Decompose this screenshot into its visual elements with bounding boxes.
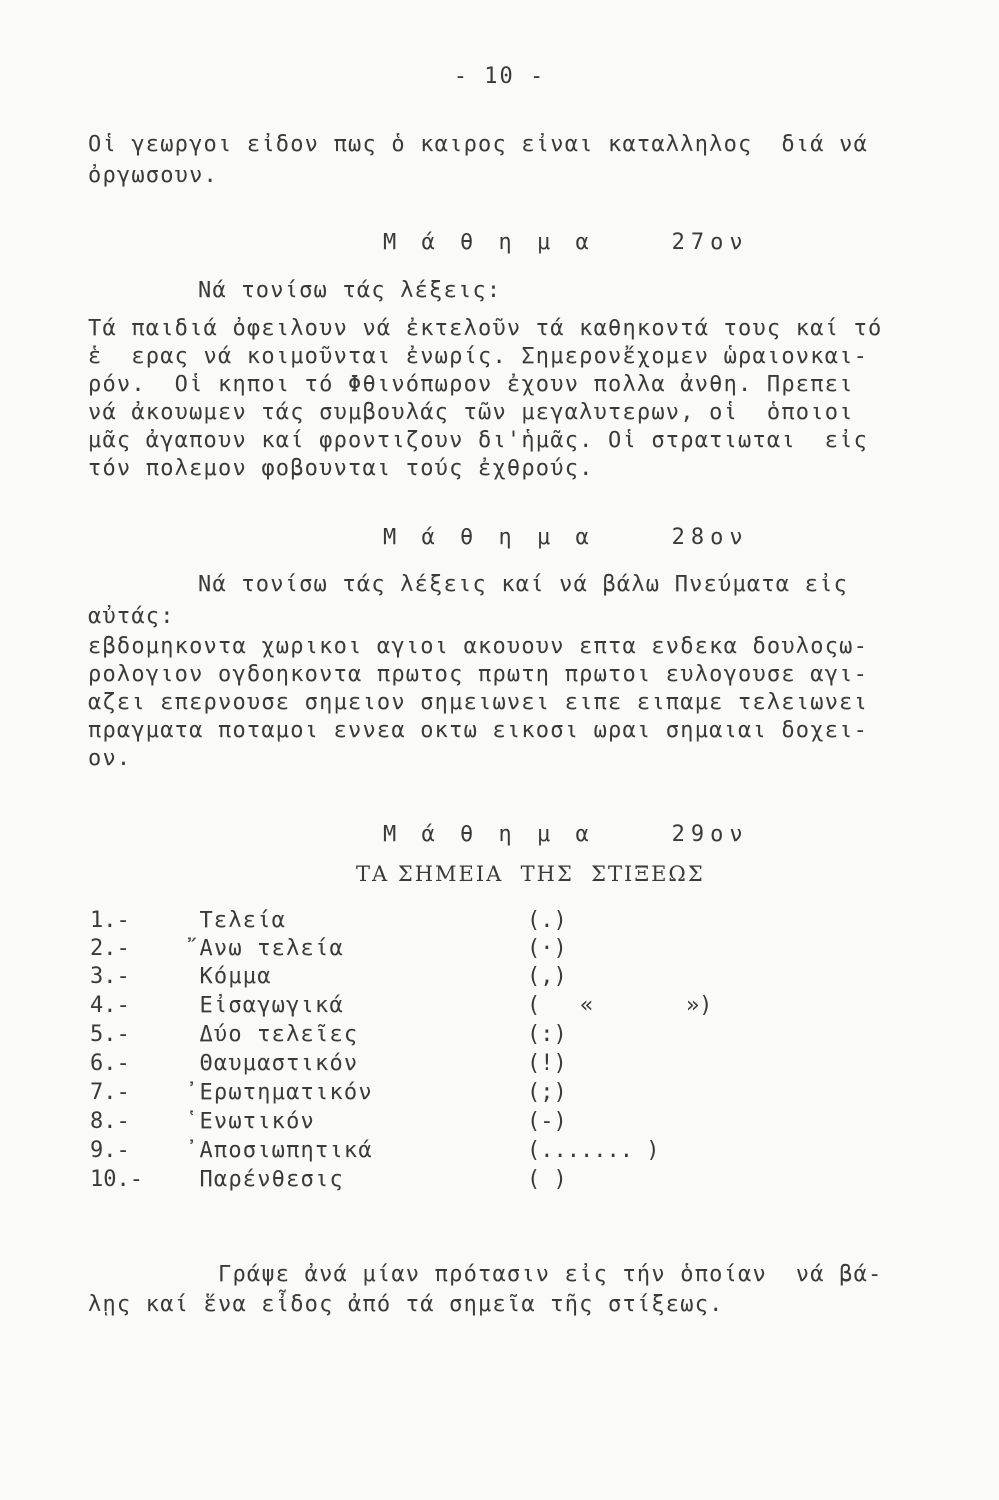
row-number: 9.- (90, 1138, 130, 1163)
row-name: ᾽Αποσιωπητικά (185, 1138, 373, 1163)
lesson-27-line-3: ρόν. Οἱ κηποι τό Φθινόπωρον ἐχουν πολλα ἀνθη. Πρεπει (88, 372, 854, 397)
row-mark: (.) (527, 908, 567, 933)
lesson-28-line-5: ον. (88, 746, 132, 771)
row-name: Παρένθεσις (185, 1167, 344, 1192)
lesson-28-line-1: εβδομηκοντα χωρικοι αγιοι ακουουν επτα ενδεκα δουλοςω- (88, 634, 869, 659)
row-name: ῾Ενωτικόν (185, 1109, 316, 1134)
row-number: 6.- (90, 1051, 130, 1076)
punctuation-title: ΤΑ ΣΗΜΕΙΑ ΤΗΣ ΣΤΙΞΕΩΣ (356, 862, 705, 886)
row-name: Θαυμαστικόν (185, 1051, 359, 1076)
lesson-27-line-1: Τά παιδιά ὀφειλουν νά ἐκτελοῦν τά καθηκοντά τους καί τό (88, 316, 883, 341)
lesson-27-line-4: νά ἀκουωμεν τάς συμβουλάς τῶν μεγαλυτερων, οἱ ὁποιοι (88, 400, 854, 425)
punctuation-row (90, 936, 790, 963)
lesson-27-instruction: Νά τονίσω τάς λέξεις: (198, 278, 502, 303)
lesson-27-line-2: ἑ ερας νά κοιμοῦνται ἐνωρίς. Σημερονἔχομεν ὡραιονκαι- (88, 344, 869, 369)
row-name: Κόμμα (185, 964, 272, 989)
punctuation-row (90, 1022, 790, 1049)
row-number: 10.- (90, 1167, 143, 1192)
lesson-28-instruction-cont: αὐτάς: (88, 604, 175, 629)
intro-line-2: ὀργωσουν. (88, 163, 219, 188)
row-mark: (....... ) (527, 1138, 660, 1163)
row-name: Δύο τελεῖες (185, 1022, 359, 1047)
row-number: 7.- (90, 1080, 130, 1105)
row-name: ᾽Ερωτηματικόν (185, 1080, 373, 1105)
punctuation-row (90, 993, 790, 1020)
row-mark: (:) (527, 1022, 567, 1047)
row-number: 1.- (90, 908, 130, 933)
punctuation-row (90, 964, 790, 991)
row-mark: (,) (527, 964, 567, 989)
lesson-28-line-2: ρολογιον ογδοηκοντα πρωτος πρωτη πρωτοι ευλογουσε αγι- (88, 662, 869, 687)
row-number: 5.- (90, 1022, 130, 1047)
punctuation-row (90, 1138, 790, 1165)
row-name: Εἰσαγωγικά (185, 993, 344, 1018)
lesson-27-line-6: τόν πολεμον φοβουνται τούς ἐχθρούς. (88, 456, 594, 481)
row-name: ῎Ανω τελεία (185, 936, 344, 961)
row-mark: (!) (527, 1051, 567, 1076)
closing-line-2: λῃς καί ἕνα εἶδος ἀπό τά σημεῖα τῆς στίξεως. (88, 1292, 724, 1317)
row-number: 8.- (90, 1109, 130, 1134)
lesson-27-heading: Μ ά θ η μ α 27ον (383, 230, 749, 255)
row-number: 4.- (90, 993, 130, 1018)
punctuation-row (90, 1109, 790, 1136)
lesson-28-line-3: αζει επερνουσε σημειον σημειωνει ειπε ειπαμε τελειωνει (88, 690, 869, 715)
row-mark: (-) (527, 1109, 567, 1134)
closing-line-1: Γράψε ἀνά μίαν πρότασιν εἰς τήν ὁποίαν νά βά- (218, 1262, 883, 1287)
row-mark: (;) (527, 1080, 567, 1105)
page-number: - 10 - (453, 64, 546, 89)
lesson-29-heading: Μ ά θ η μ α 29ον (383, 822, 749, 847)
lesson-28-heading: Μ ά θ η μ α 28ον (383, 525, 749, 550)
row-mark: (·) (527, 936, 567, 961)
row-mark: ( « ») (527, 993, 713, 1018)
lesson-28-instruction: Νά τονίσω τάς λέξεις καί νά βάλω Πνεύματα εἰς (198, 572, 849, 597)
row-name: Τελεία (185, 908, 287, 933)
intro-line-1: Οἱ γεωργοι εἰδον πως ὁ καιρος εἰναι καταλληλος διά νά (88, 132, 869, 157)
row-number: 3.- (90, 964, 130, 989)
punctuation-row (90, 1167, 790, 1194)
lesson-28-line-4: πραγματα ποταμοι εννεα οκτω εικοσι ωραι σημαιαι δοχει- (88, 718, 869, 743)
row-mark: ( ) (527, 1167, 567, 1192)
row-number: 2.- (90, 936, 130, 961)
punctuation-row (90, 1080, 790, 1107)
lesson-27-line-5: μᾶς ἀγαπουν καί φροντιζουν δι'ἡμᾶς. Οἱ στρατιωται εἰς (88, 428, 869, 453)
punctuation-row (90, 908, 790, 935)
punctuation-row (90, 1051, 790, 1078)
